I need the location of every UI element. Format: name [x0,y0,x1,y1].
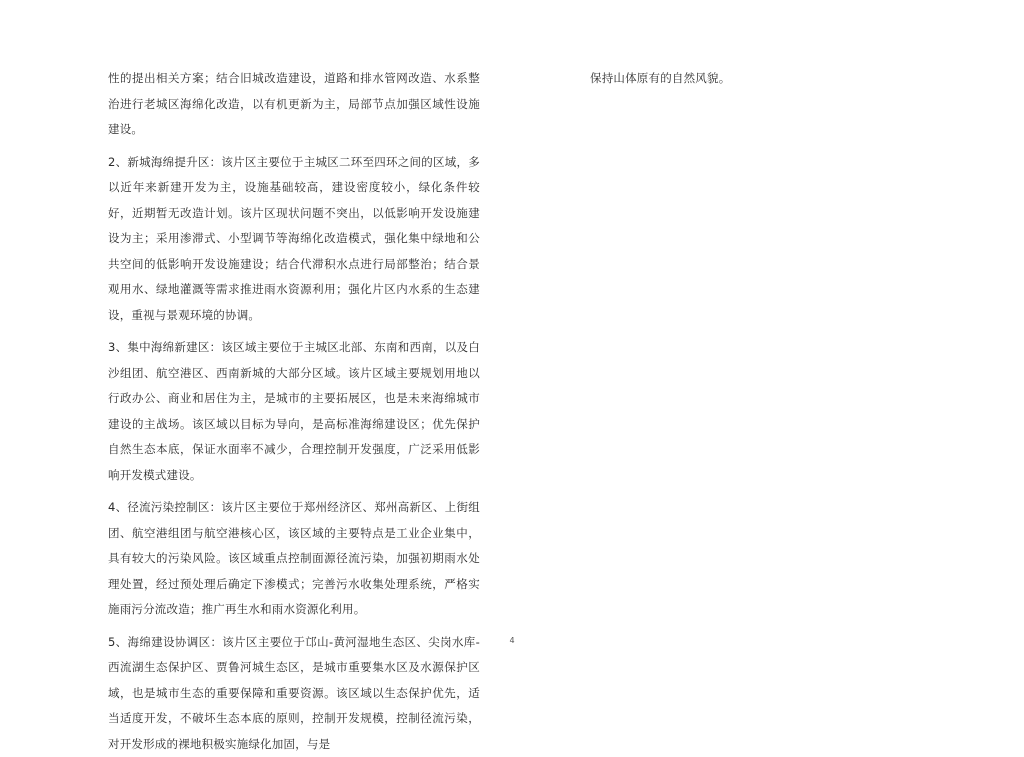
left-text-column [108,66,480,757]
paragraph-4: 4、径流污染控制区：该片区主要位于郑州经济区、郑州高新区、上街组团、航空港组团与航空港核心区，该区域的主要特点是工业企业集中，具有较大的污染风险。该区域重点控制面源径流污染，加强初期雨水处理处置，经过预处理后确定下渗模式；完善污水收集处理系统，严格实施雨污分流改造；推广再生水和雨水资源化利用。 [108,495,480,623]
paragraph-2: 2、新城海绵提升区：该片区主要位于主城区二环至四环之间的区域，多以近年来新建开发为主，设施基础较高，建设密度较小，绿化条件较好，近期暂无改造计划。该片区现状问题不突出，以低影响开发设施建设为主；采用渗滞式、小型调节等海绵化改造模式，强化集中绿地和公共空间的低影响开发设施建设；结合代滞积水点进行局部整治；结合景观用水、绿地灌溉等需求推进雨水资源利用；强化片区内水系的生态建设，重视与景观环境的协调。 [108,150,480,329]
paragraph-continuation: 保持山体原有的自然风貌。 [590,66,920,92]
right-text-column [590,66,920,92]
paragraph-5: 5、海绵建设协调区：该片区主要位于邙山-黄河湿地生态区、尖岗水库-西流湖生态保护区、贾鲁河城生态区，是城市重要集水区及水源保护区域，也是城市生态的重要保障和重要资源。该区域以生态保护优先，适当适度开发，不破坏生态本底的原则，控制开发规模，控制径流污染，对开发形成的裸地积极实施绿化加固，与是 [108,630,480,757]
page-number: 4 [0,636,1024,645]
paragraph-3: 3、集中海绵新建区：该区域主要位于主城区北部、东南和西南，以及白沙组团、航空港区、西南新城的大部分区域。该片区域主要规划用地以行政办公、商业和居住为主，是城市的主要拓展区，也是未来海绵城市建设的主战场。该区域以目标为导向，是高标准海绵建设区；优先保护自然生态本底，保证水面率不减少，合理控制开发强度，广泛采用低影响开发模式建设。 [108,335,480,488]
paragraph-1: 性的提出相关方案；结合旧城改造建设，道路和排水管网改造、水系整治进行老城区海绵化改造，以有机更新为主，局部节点加强区域性设施建设。 [108,66,480,143]
